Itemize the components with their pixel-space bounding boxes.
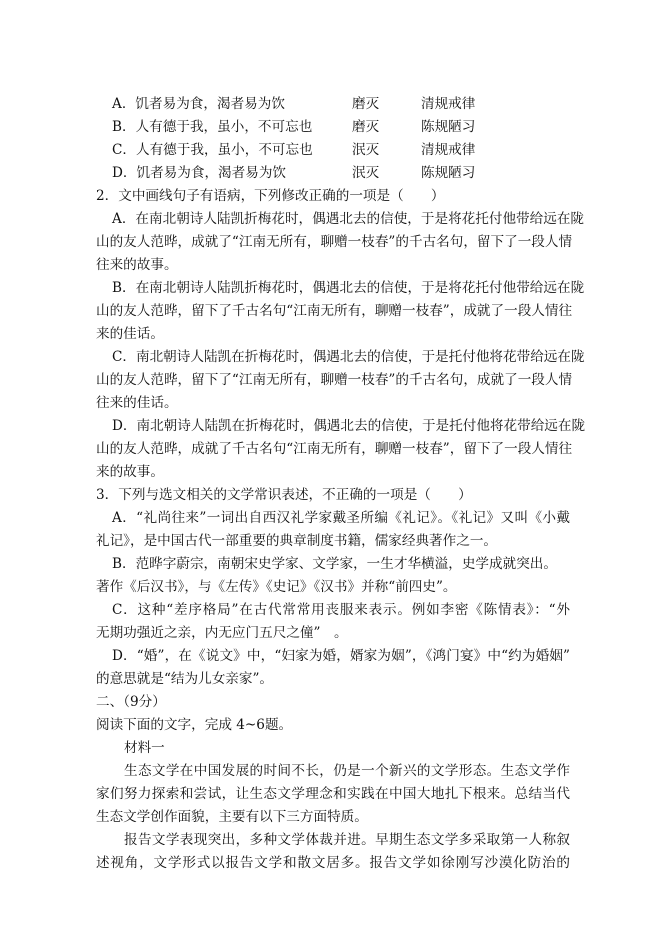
question-2-stem: 2．文中画线句子有语病，下列修改正确的一项是（ ） (96, 188, 445, 204)
q2-option-c-line: 往来的佳话。 (96, 395, 178, 411)
q2-option-c-line: 山的友人范晔，留下了“江南无所有，聊赠一枝春”的千古名句，成就了一段人情 (96, 372, 573, 388)
q2-option-a-line: 往来的故事。 (96, 257, 178, 273)
q3-option-d-line: D．“婚”，在《说文》中，“妇家为婚，婿家为姻”，《鸿门宴》中“约为婚姻” (112, 648, 570, 664)
passage-line: 家们努力探索和尝试，让生态文学理念和实践在中国大地扎下根来。总结当代 (96, 786, 570, 802)
q3-option-d-line: 的意思就是“结为儿女亲家”。 (96, 671, 274, 687)
passage-line: 述视角，文学形式以报告文学和散文居多。报告文学如徐刚写沙漠化防治的 (96, 855, 570, 871)
q1-option-phrase: C．人有德于我，虽小，不可忘也 (112, 142, 313, 158)
q2-option-d-line: 来的故事。 (96, 464, 164, 480)
q2-option-a-line: 山的友人范晔，成就了“江南无所有，聊赠一枝春”的千古名句，留下了一段人情 (96, 234, 573, 250)
question-3-stem: 3．下列与选文相关的文学常识表述，不正确的一项是（ ） (96, 487, 472, 503)
material-title: 材料一 (124, 740, 165, 756)
passage-line: 报告文学表现突出，多种文学体裁并进。早期生态文学多采取第一人称叙 (124, 832, 570, 848)
q1-option-phrase: B．人有德于我，虽小，不可忘也 (112, 119, 313, 135)
q3-option-a-line: A．“礼尚往来”一词出自西汉礼学家戴圣所编《礼记》。《礼记》又叫《小戴 (112, 510, 570, 526)
reading-instruction: 阅读下面的文字，完成 4~6题。 (96, 717, 293, 733)
q1-option-idiom: 清规戒律 (421, 96, 476, 112)
q3-option-a-line: 礼记》，是中国古代一部重要的典章制度书籍，儒家经典著作之一。 (96, 533, 498, 549)
q1-option-word: 磨灭 (352, 119, 380, 135)
q2-option-b-line: B．在南北朝诗人陆凯折梅花时，偶遇北去的信使，于是将花托付他带给远在陇 (112, 280, 585, 296)
passage-line: 生态文学创作面貌，主要有以下三方面特质。 (96, 809, 368, 825)
q2-option-b-line: 来的佳话。 (96, 326, 164, 342)
q1-option-idiom: 陈规陋习 (421, 165, 476, 181)
q3-option-c-line: 无期功强近之亲，内无应门五尺之僮” 。 (96, 625, 348, 641)
q1-option-word: 泯灭 (352, 165, 380, 181)
q3-option-b-line: 著作《后汉书》，与《左传》《史记》《汉书》并称“前四史”。 (96, 579, 457, 595)
q3-option-b-line: B．范晔字蔚宗，南朝宋史学家、文学家，一生才华横溢，史学成就突出。 (112, 556, 557, 572)
q1-option-idiom: 陈规陋习 (421, 119, 476, 135)
q1-option-word: 磨灭 (352, 96, 380, 112)
q3-option-c-line: C．这种“差序格局”在古代常常用丧服来表示。例如李密《陈情表》：“外 (112, 602, 570, 618)
q2-option-a-line: A．在南北朝诗人陆凯折梅花时，偶遇北去的信使，于是将花托付他带给远在陇 (112, 211, 585, 227)
q2-option-c-line: C．南北朝诗人陆凯在折梅花时，偶遇北去的信使，于是托付他将花带给远在陇 (112, 349, 585, 365)
q2-option-d-line: D．南北朝诗人陆凯在折梅花时，偶遇北去的信使，于是托付他将花带给远在陇 (112, 418, 586, 434)
q1-option-phrase: D．饥者易为食，渴者易为饮 (112, 165, 287, 181)
q1-option-word: 泯灭 (352, 142, 380, 158)
q1-option-phrase: A．饥者易为食，渴者易为饮 (112, 96, 285, 112)
section-heading: 二、（9分） (96, 694, 166, 710)
q2-option-d-line: 山的友人范晔，成就了千古名句“江南无所有，聊赠一枝春”，留下了一段人情往 (96, 441, 573, 457)
q1-option-idiom: 清规戒律 (421, 142, 476, 158)
q2-option-b-line: 山的友人范晔，留下了千古名句“江南无所有，聊赠一枝春”，成就了一段人情往 (96, 303, 573, 319)
passage-line: 生态文学在中国发展的时间不长，仍是一个新兴的文学形态。生态文学作 (124, 763, 570, 779)
